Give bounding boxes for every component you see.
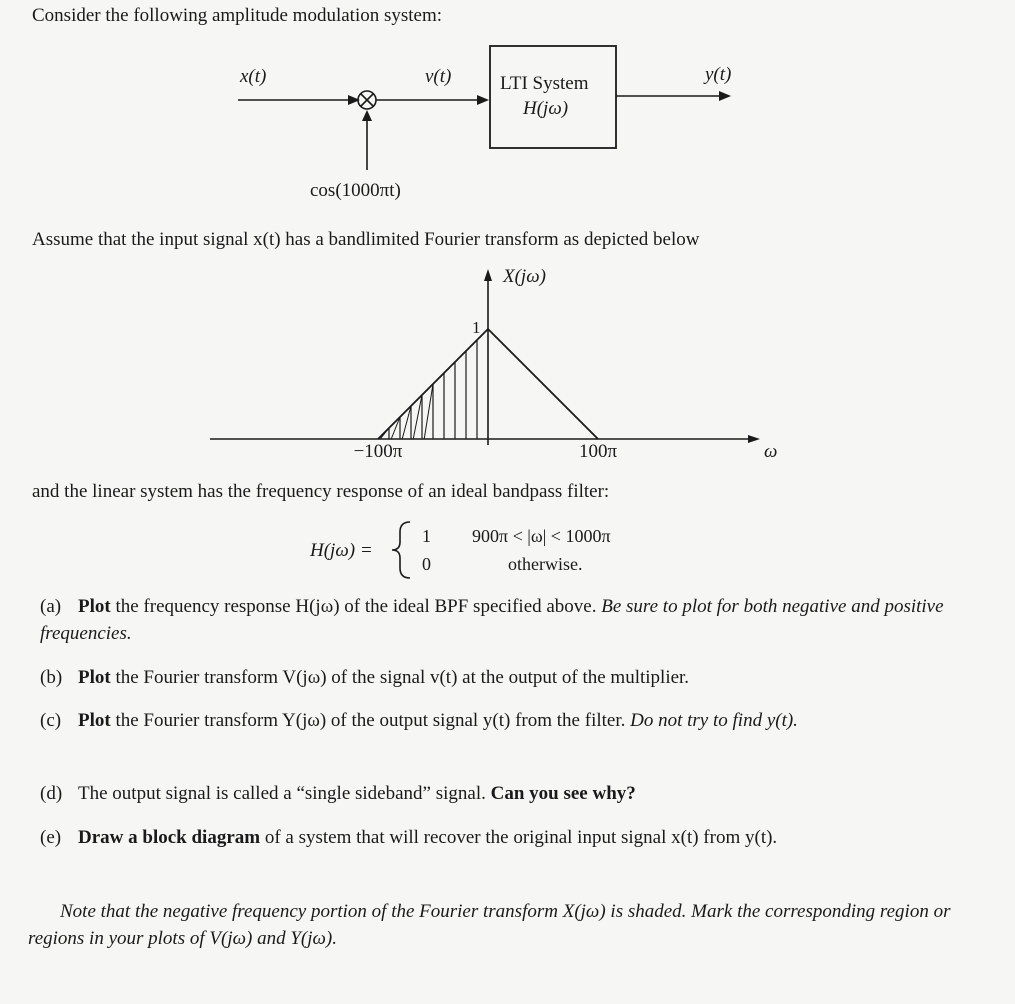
filter-lhs: H(jω) = (310, 540, 373, 561)
tick-label-100pi: 100π (578, 441, 618, 462)
spectrum-plot (0, 255, 1015, 470)
assumption-text: Assume that the input signal x(t) has a bandlimited Fourier transform as depicted below (32, 229, 700, 250)
v-label: v(t) (425, 66, 452, 87)
v-arrowhead (477, 95, 489, 105)
intro-text: Consider the following amplitude modulation system: (32, 5, 443, 26)
y-axis-arrowhead (484, 269, 492, 281)
question-e: (e) Draw a block diagram of a system that will recover the original input signal x(t) from y(t). (40, 824, 960, 851)
lti-system-title: LTI System (500, 73, 589, 94)
question-label: (d) (40, 783, 63, 804)
question-b: (b) Plot the Fourier transform V(jω) of the signal v(t) at the output of the multiplier. (40, 664, 960, 691)
carrier-label: cos(1000πt) (310, 180, 401, 201)
question-label: (c) (40, 710, 62, 731)
note-text: Note that the negative frequency portion of the Fourier transform X(jω) is shaded. Mark the corresponding region or regions in your plots of V(jω) and Y(jω). (28, 901, 951, 949)
output-label: y(t) (705, 64, 732, 85)
question-c: (c) Plot the Fourier transform Y(jω) of the output signal y(t) from the filter. Do not try to find y(t). (40, 707, 960, 734)
question-label: (e) (40, 827, 62, 848)
x-axis-arrowhead (748, 435, 760, 443)
question-label: (a) (40, 596, 62, 617)
peak-label: 1 (472, 318, 481, 337)
question-d: (d) The output signal is called a “single sideband” signal. Can you see why? (40, 780, 960, 807)
x-axis-label: ω (764, 441, 778, 462)
input-label: x(t) (240, 66, 267, 87)
question-a: (a) Plot the frequency response H(jω) of the ideal BPF specified above. Be sure to plot for both negative and positive frequencies. (40, 593, 960, 647)
filter-value-1: 1 (422, 526, 431, 546)
lti-system-response: H(jω) (523, 98, 569, 119)
question-label: (b) (40, 667, 63, 688)
output-arrowhead (719, 91, 731, 101)
filter-condition-0: otherwise. (508, 554, 583, 574)
block-diagram (0, 0, 1015, 220)
filter-text: and the linear system has the frequency response of an ideal bandpass filter: (32, 481, 610, 502)
carrier-arrowhead (362, 110, 372, 121)
tick-label-neg-100pi: −100π (353, 441, 403, 462)
brace (392, 522, 410, 578)
lti-system-box (490, 46, 616, 148)
filter-condition-1: 900π < |ω| < 1000π (472, 526, 611, 546)
y-axis-label: X(jω) (503, 266, 546, 287)
filter-value-0: 0 (422, 554, 431, 574)
filter-definition (0, 510, 1015, 590)
